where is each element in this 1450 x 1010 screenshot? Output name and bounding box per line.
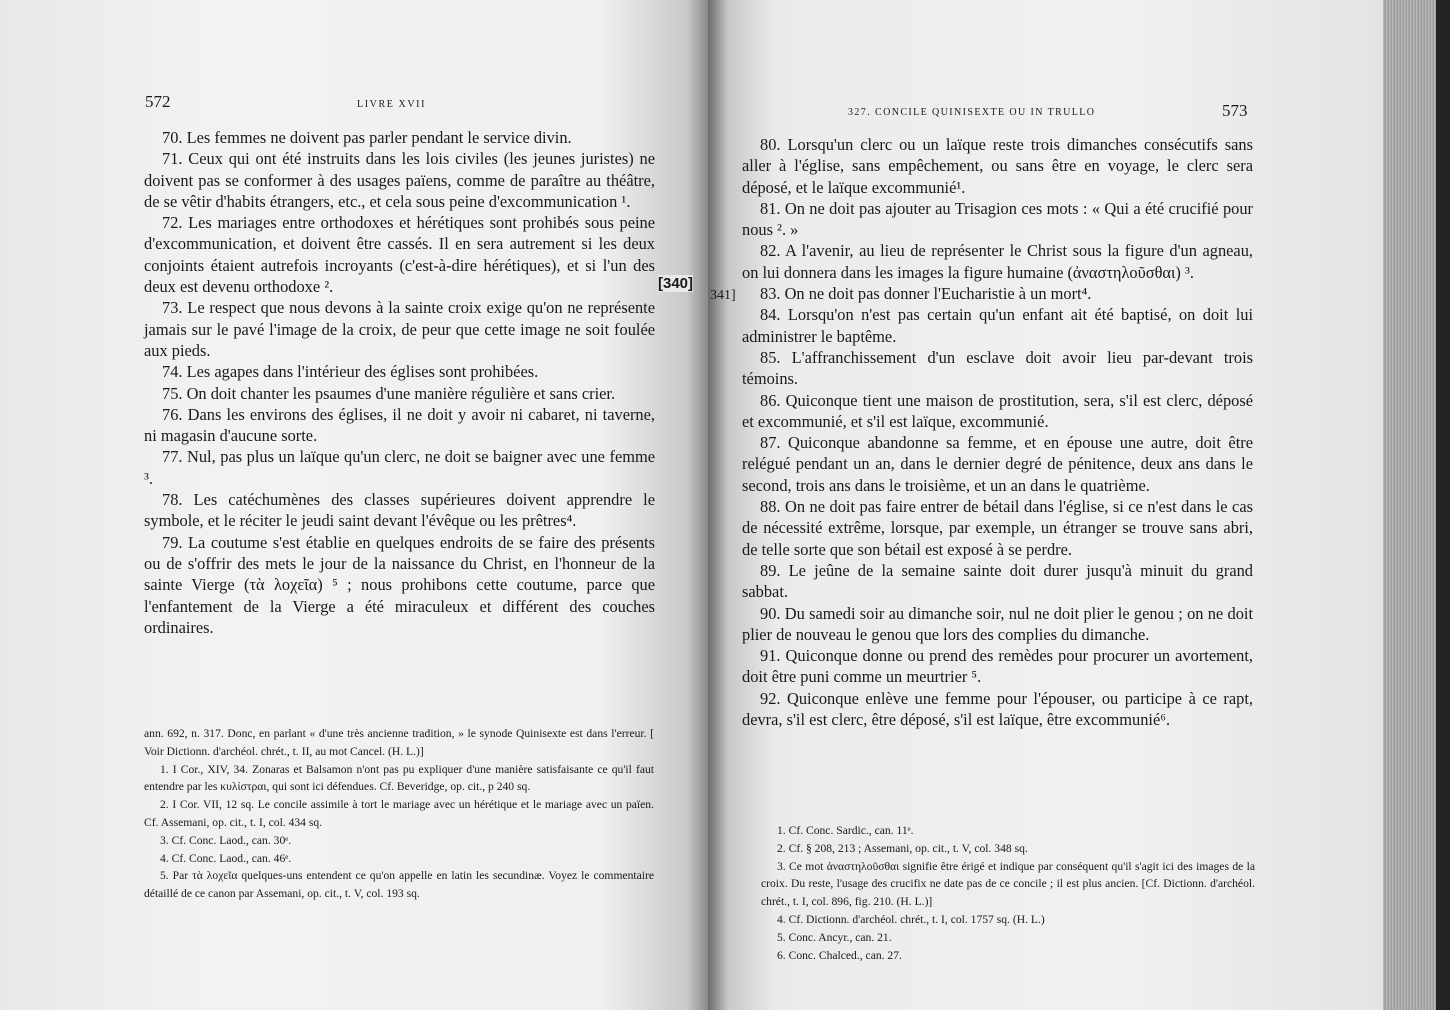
canon-paragraph: 72. Les mariages entre orthodoxes et hérétiques sont prohibés sous peine d'excommunication, et doivent être cassés. Il en sera autrement si les deux conjoints étaient autrefois incroyants (c'est-à-dire hérétiques), et si l'un des deux est devenu orthodoxe ². [144,213,655,297]
canon-paragraph: 87. Quiconque abandonne sa femme, et en épouse une autre, doit être relégué pendant un an, dans le dernier degré de pénitence, deux ans dans le second, trois ans dans le troisième, et un an dans le quatrième. [742,433,1253,495]
page-number: 572 [145,92,171,111]
canon-paragraph: 77. Nul, pas plus un laïque qu'un clerc, ne doit se baigner avec une femme ³. [144,447,655,488]
footnote: 4. Cf. Dictionn. d'archéol. chrét., t. I, col. 1757 sq. (H. L.) [777,912,1045,926]
main-text [742,134,1253,730]
canon-paragraph: 86. Quiconque tient une maison de prostitution, sera, s'il est clerc, déposé et excommunié, et s'il est laïque, excommunié. [742,390,1253,431]
footnote: 2. Cf. § 208, 213 ; Assemani, op. cit., t. V, col. 348 sq. [777,841,1028,855]
footnote: 3. Ce mot ἀναστηλοῦσθαι signifie être érigé et indique par conséquent qu'il s'agit ici des images de la croix. Du reste, l'usage des crucifix ne date pas de ce concile ; il est plus ancien. [Cf. Dictionn. d'archéol. chrét., t. I, col. 896, fig. 210. (H. L.)] [761,859,1255,909]
main-text [144,127,655,638]
footnotes [761,822,1255,964]
canon-paragraph: 89. Le jeûne de la semaine sainte doit durer jusqu'à minuit du grand sabbat. [742,560,1253,602]
footnotes [144,725,654,903]
footnote: 1. I Cor., XIV, 34. Zonaras et Balsamon n'ont pas pu expliquer d'une manière satisfaisante ce qu'il faut entendre par les κυλίστραι, qui sont ici défendues. Cf. Beveridge, op. cit., p 240 sq. [144,762,654,794]
canon-paragraph: 90. Du samedi soir au dimanche soir, nul ne doit plier le genou ; on ne doit plier de nouveau le genou que lors des complies du dimanche. [742,603,1253,644]
page-number: 573 [1222,101,1248,120]
canon-paragraph: 83. On ne doit pas donner l'Eucharistie à un mort⁴. [760,284,1092,304]
canon-paragraph: 73. Le respect que nous devons à la sainte croix exige qu'on ne représente jamais sur le pavé l'image de la croix, de peur que cette image ne soit foulée aux pieds. [144,298,655,360]
left-page [0,0,708,1010]
footnote: 5. Par τὰ λοχεῖα quelques-uns entendent ce qu'on appelle en latin les secundinæ. Voyez le commentaire détaillé de ce canon par Assemani, op. cit., t. V, col. 193 sq. [144,869,654,901]
footnote: 6. Conc. Chalced., can. 27. [777,948,902,962]
canon-paragraph: 71. Ceux qui ont été instruits dans les lois civiles (les jeunes juristes) ne doivent pas se conformer à des usages païens, comme de paraître au théâtre, de se vêtir d'habits étrangers, etc., et cela sous peine d'excommunication ¹. [144,149,655,211]
canon-paragraph: 91. Quiconque donne ou prend des remèdes pour procurer un avortement, doit être puni comme un meurtrier ⁵. [742,646,1253,687]
canon-paragraph: 88. On ne doit pas faire entrer de bétail dans l'église, si ce n'est dans le cas de nécessité extrême, lorsque, par exemple, un étranger se trouve sans abri, de telle sorte que son bétail est exposé à se perdre. [742,497,1253,559]
canon-paragraph: 70. Les femmes ne doivent pas parler pendant le service divin. [162,128,572,147]
footnote: 4. Cf. Conc. Laod., can. 46ᵉ. [160,851,292,865]
page-edges [1383,0,1450,1010]
canon-paragraph: 80. Lorsqu'un clerc ou un laïque reste trois dimanches consécutifs sans aller à l'église, sans empêchement, ou sans être en voyage, le clerc sera déposé, et le laïque excommunié¹. [742,135,1253,197]
running-title: LIVRE XVII [357,99,427,110]
footnote: 1. Cf. Conc. Sardic., can. 11ᵉ. [777,824,914,837]
canon-paragraph: 85. L'affranchissement d'un esclave doit avoir lieu par-devant trois témoins. [742,347,1253,389]
footnote: 3. Cf. Conc. Laod., can. 30ᵉ. [160,833,292,847]
margin-page-marker: [340] [658,275,694,292]
right-page [708,0,1383,1010]
canon-paragraph: 81. On ne doit pas ajouter au Trisagion ces mots : « Qui a été crucifié pour nous ². » [742,198,1253,240]
canon-paragraph: 79. La coutume s'est établie en quelques endroits de se faire des présents ou de s'offrir des mets le jour de la naissance du Christ, en l'honneur de la sainte Vierge (τὰ λοχεῖα) ⁵ ; nous prohibons cette coutume, parce que l'enfantement de la Vierge a été miraculeux et différent des couches ordinaires. [144,532,655,637]
margin-page-marker: 341] [710,288,736,303]
canon-paragraph: 82. A l'avenir, au lieu de représenter le Christ sous la figure d'un agneau, on lui donnera dans les images la figure humaine (ἀναστηλοῦσθαι) ³. [742,241,1253,282]
canon-paragraph: 74. Les agapes dans l'intérieur des églises sont prohibées. [162,362,539,382]
canon-paragraph: 78. Les catéchumènes des classes supérieures doivent apprendre le symbole, et le réciter le jeudi saint devant l'évêque ou les prêtres⁴. [144,490,655,531]
footnote: ann. 692, n. 317. Donc, en parlant « d'une très ancienne tradition, » le synode Quinisexte est dans l'erreur. [ Voir Dictionn. d'archéol. chrét., t. II, au mot Cancel. (H. L.)] [144,727,654,758]
canon-paragraph: 92. Quiconque enlève une femme pour l'épouser, ou participe à ce rapt, devra, s'il est clerc, être déposé, s'il est laïque, être excommunié⁶. [742,688,1253,730]
footnote: 5. Conc. Ancyr., can. 21. [777,930,892,944]
footnote: 2. I Cor. VII, 12 sq. Le concile assimile à tort le mariage avec un hérétique et le mariage avec un païen. Cf. Assemani, op. cit., t. I, col. 434 sq. [144,798,654,829]
canon-paragraph: 75. On doit chanter les psaumes d'une manière régulière et sans crier. [162,383,616,403]
canon-paragraph: 84. Lorsqu'on n'est pas certain qu'un enfant ait été baptisé, on doit lui administrer le baptême. [742,305,1253,346]
canon-paragraph: 76. Dans les environs des églises, il ne doit y avoir ni cabaret, ni taverne, ni magasin d'aucune sorte. [144,404,655,446]
running-title: 327. CONCILE QUINISEXTE OU IN TRULLO [848,107,1096,118]
